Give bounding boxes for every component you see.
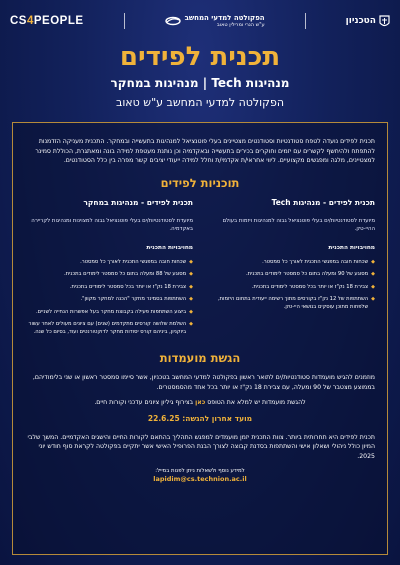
logo-bar	[10, 10, 390, 32]
list-item: ◆ השלמת שלושה קורסים מתקדמים (שנים) עם ציונים מעולים לאחר עשור ביוקניון, ביניהם קורס יסודות מחקר לדוקטורנטים ועוד, בסיום כל שנה.	[28, 321, 193, 335]
diamond-bullet-icon: ◆	[189, 271, 193, 277]
intro-paragraph: תכנית לפידים נועדה לטפח סטודנטיות וסטודנטים מצטיינים בעלי פוטנציאל למנהיגות בתעשייה ובמחקר. התכנית מעניקה הזדמנות להתפתח ולהיחשף לקשרים עם יזמים וחוקרים בכירים בתעשייה ובאקדמיה וכן נותנת מעטפת למידה בונה ומאתגרת, הכוללת סמינר למצטיינים, מלגה ומפגשים מקצועיים. ליווי אחראי/ת אקדמי/ת וחלל למידה ייעודי יציבים קשר מפרה בין כלל הסטודנטים.	[35, 138, 375, 164]
diamond-bullet-icon: ◆	[189, 308, 193, 315]
list-item: ◆ מסוגע של 90 ומעלה בתום כל סמסטר לימודים בתכנית.	[246, 271, 375, 277]
cs4people-logo: CS4PEOPLE	[10, 15, 84, 27]
faculty-logo-line1: הפקולטה למדעי המחשב	[184, 14, 265, 22]
contact-email-link[interactable]: lapidim@cs.technion.ac.il	[153, 475, 247, 483]
logo-divider	[124, 13, 125, 29]
diamond-bullet-icon: ◆	[189, 283, 193, 290]
contact-block	[25, 467, 375, 484]
selection-process: תכנית לפידים היא תחרותית ביותר. צוות התכנית יזמן מועמדים למפגש התהליך בהתאם לקורות החיים והישגים האקדמיים. המשך שלבי המיון כולל ניהולי ושאלון אישי והשתתפות בסדנת קבוצה לצורך הבנת הפרופיל האישי אשר יתקיים בפקולטה לקראת סוף חודש יוני 2025.	[27, 433, 375, 460]
diamond-bullet-icon: ◆	[189, 258, 193, 265]
contact-text: למידע נוסף ולשאלות ניתן לפנות במייל:	[155, 468, 245, 474]
page-subtitle: מנהיגות Tech | מנהיגות במחקר	[110, 76, 290, 90]
list-item: ◆ השתתפות של 12 נק"ז בקורסים מתוך רשימה ייעודית בתחום היזמות, שלפחות מתוכן עוסקים בנושאי היי-טק.	[218, 296, 375, 310]
faculty-name: הפקולטה למדעי המחשב ע"ש טאוב	[115, 96, 285, 109]
form-link[interactable]: כאן	[195, 399, 206, 406]
content-card	[12, 122, 388, 555]
logo-divider	[305, 13, 306, 29]
track-title: תכנית לפידים - מנהיגות במחקר	[83, 197, 193, 207]
technion-logo: הטכניון	[346, 15, 390, 28]
page-title: תכנית לפידים	[119, 42, 281, 72]
submission-section	[13, 373, 387, 484]
submission-instructions: להגשת מועמדות יש למלא את הטופס כאן בצירוף גיליון ציונים עדכני וקורות חיים.	[94, 399, 306, 406]
list-item: ◆ ביצוע השתתפות פעילה בקבוצת מחקר בעל אפשרות הנחייה לשניים.	[36, 308, 193, 315]
track-description: מיועדת לסטודנטיות/ים בעלי פוטנציאל גבוה למנהיגות ויזמות בעולם ההיי-טק.	[222, 217, 375, 232]
faculty-swirl-icon	[165, 16, 181, 26]
diamond-bullet-icon: ◆	[189, 321, 193, 327]
diamond-bullet-icon: ◆	[371, 271, 375, 277]
track-req-heading: מחויבויות התכנית	[328, 244, 375, 251]
diamond-bullet-icon: ◆	[189, 296, 193, 302]
track-req-list	[207, 259, 375, 312]
list-item: ◆ שכחות חובה במפגשי התכנית לאורך כל סמסטר.	[80, 258, 193, 265]
tracks-columns	[13, 198, 387, 342]
list-item: ◆ השתתפות בסמינר מחקר "הכנה למחקר מקוון".	[80, 296, 193, 302]
submission-heading: הגשת מועמדות	[159, 351, 241, 365]
diamond-bullet-icon: ◆	[371, 258, 375, 265]
submission-eligibility: מוזמנים להגיש מועמדות סטודנטיות/ים לתואר ראשון בפקולטה למדעי המחשב בטכניון, אשר סיימו סמסטר ראשון או שני בלימודיהם, בממוצע מצטבר של 90 ומעלה, עם צבירת 18 נק"ז או יותר בכל אחד מהסמסטרים.	[32, 374, 375, 391]
poster-header	[0, 38, 400, 114]
faculty-logo	[165, 14, 265, 28]
diamond-bullet-icon: ◆	[371, 283, 375, 290]
list-item: ◆ שכחות חובה במפגשי התכנית לאורך כל סמסטר.	[262, 258, 375, 265]
technion-emblem-icon	[379, 15, 390, 28]
track-title: תכנית לפידים - מנהיגות Tech	[271, 197, 375, 207]
list-item: ◆ צבירת 18 נק"ז או יותר בכל סמסטר לימודים בתכנית.	[69, 283, 193, 290]
tracks-heading: תוכניות לפידים	[160, 175, 240, 190]
faculty-logo-line2: ע"ש הנרי ומרילין טאוב	[216, 22, 265, 28]
track-research	[25, 198, 193, 342]
track-req-heading: מחויבויות התכנית	[146, 244, 193, 251]
deadline: מועד אחרון להגשה: 22.6.25	[147, 413, 253, 423]
track-description: מיועדת לסטודנטיות/ים בעלי פוטנציאל גבוה למצוינות ומנהיגות לקריירה באקדמיה.	[31, 217, 193, 232]
list-item: ◆ מסוגע של 88 ומעלה בתום כל סמסטר לימודים בתכנית.	[64, 271, 193, 277]
diamond-bullet-icon: ◆	[371, 296, 375, 302]
list-item: ◆ צבירת 18 נק"ז או יותר בכל סמסטר לימודים בתכנית.	[251, 283, 375, 290]
track-req-list	[25, 259, 193, 337]
track-tech	[207, 198, 375, 342]
